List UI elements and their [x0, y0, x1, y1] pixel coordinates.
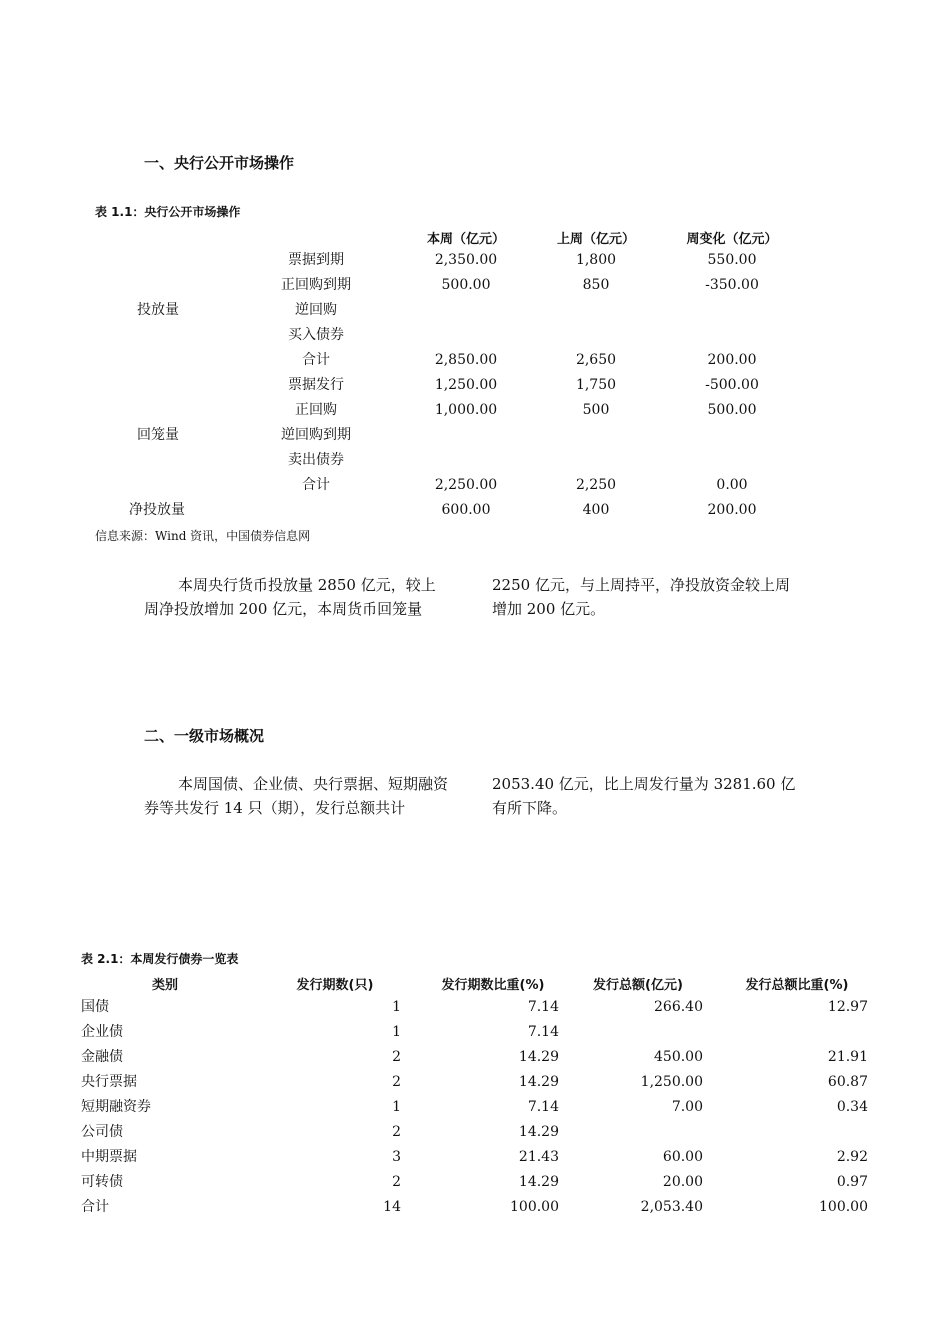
net-row-this-week: 600.00 — [441, 502, 491, 518]
source-note: 信息来源：Wind 资讯，中国债券信息网 — [95, 529, 311, 543]
t2-row-amount-pct: 60.87 — [827, 1074, 868, 1090]
t2-row-count-pct: 21.43 — [518, 1149, 559, 1165]
t2-row-amount: 450.00 — [654, 1049, 703, 1065]
para-line: 券等共发行 14 只（期），发行总额共计 — [144, 799, 406, 817]
section-2-paragraph-right — [492, 772, 822, 820]
t1-row-label: 正回购 — [295, 402, 337, 418]
t2-row-amount: 2,053.40 — [640, 1199, 703, 1215]
t1-row-last-week: 1,800 — [575, 252, 617, 268]
t2-row-amount: 266.40 — [654, 999, 703, 1015]
t2-header-count: 发行期数(只) — [296, 978, 374, 993]
table-2-caption: 表 2.1：本周发行债券一览表 — [81, 952, 239, 966]
t1-row-last-week — [536, 448, 656, 473]
net-row-label: 净投放量 — [129, 502, 185, 518]
t2-row-amount-pct — [740, 1120, 868, 1145]
t1-row-change: 500.00 — [707, 402, 757, 418]
t1-row-label: 逆回购到期 — [281, 427, 351, 443]
col-header-last-week: 上周（亿元） — [556, 232, 635, 247]
t2-row-amount: 1,250.00 — [640, 1074, 703, 1090]
para-line: 增加 200 亿元。 — [492, 600, 606, 618]
t2-header-type: 类别 — [151, 978, 178, 993]
t1-row-label: 正回购到期 — [281, 277, 351, 293]
t2-row-count: 2 — [392, 1124, 401, 1140]
t2-row-count: 1 — [392, 1024, 401, 1040]
table-1-caption: 表 1.1：央行公开市场操作 — [95, 205, 241, 219]
group-label-injection: 投放量 — [137, 302, 179, 318]
section-1-paragraph-left — [144, 573, 464, 621]
t2-row-amount: 7.00 — [671, 1099, 703, 1115]
t1-row-this-week: 2,850.00 — [434, 352, 498, 368]
para-line: 2053.40 亿元，比上周发行量为 3281.60 亿 — [492, 775, 796, 793]
t1-row-this-week: 500.00 — [441, 277, 491, 293]
t1-row-change: 200.00 — [707, 352, 757, 368]
t2-row-type: 中期票据 — [81, 1149, 137, 1165]
t1-row-this-week — [406, 423, 526, 448]
t1-row-this-week: 1,000.00 — [434, 402, 498, 418]
t2-row-count: 14 — [383, 1199, 401, 1215]
t1-row-last-week: 850 — [582, 277, 610, 293]
t2-row-amount — [580, 1120, 703, 1145]
t1-row-label: 合计 — [302, 352, 330, 368]
t2-row-amount-pct: 2.92 — [836, 1149, 868, 1165]
t2-row-amount: 60.00 — [662, 1149, 703, 1165]
t1-row-change — [672, 448, 792, 473]
para-line: 本周央行货币投放量 2850 亿元，较上 — [178, 576, 436, 594]
t1-row-last-week: 2,650 — [575, 352, 617, 368]
t2-row-count-pct: 7.14 — [527, 1024, 559, 1040]
t1-row-last-week — [536, 323, 656, 348]
col-header-this-week: 本周（亿元） — [426, 232, 505, 247]
t2-row-count-pct: 14.29 — [518, 1074, 559, 1090]
t2-row-count: 3 — [392, 1149, 401, 1165]
section-1-title: 一、央行公开市场操作 — [144, 154, 295, 172]
t1-row-label: 票据发行 — [288, 377, 344, 393]
t2-row-amount-pct: 100.00 — [819, 1199, 868, 1215]
t2-row-count-pct: 14.29 — [518, 1049, 559, 1065]
t1-row-this-week: 2,250.00 — [434, 477, 498, 493]
t1-row-change: -350.00 — [705, 277, 759, 293]
net-row-change: 200.00 — [707, 502, 757, 518]
t2-row-amount-pct — [740, 1020, 868, 1045]
t2-header-count-pct: 发行期数比重(%) — [441, 978, 545, 993]
para-line: 周净投放增加 200 亿元，本周货币回笼量 — [144, 600, 423, 618]
t1-row-last-week: 2,250 — [575, 477, 617, 493]
t1-row-label: 票据到期 — [288, 252, 344, 268]
t1-row-this-week — [406, 448, 526, 473]
t2-row-type: 合计 — [81, 1199, 109, 1215]
t2-header-amount-pct: 发行总额比重(%) — [745, 978, 849, 993]
t1-row-label: 逆回购 — [295, 302, 337, 318]
t2-row-type: 短期融资券 — [81, 1099, 151, 1115]
t2-row-count-pct: 14.29 — [518, 1174, 559, 1190]
t1-row-last-week: 500 — [582, 402, 610, 418]
t1-row-this-week: 2,350.00 — [434, 252, 498, 268]
t1-row-label: 合计 — [302, 477, 330, 493]
para-line: 本周国债、企业债、央行票据、短期融资 — [178, 775, 449, 793]
para-line: 有所下降。 — [492, 799, 568, 817]
t2-row-type: 金融债 — [81, 1049, 123, 1065]
t2-row-count-pct: 100.00 — [510, 1199, 559, 1215]
t1-row-last-week — [536, 423, 656, 448]
t2-row-count-pct: 7.14 — [527, 999, 559, 1015]
t1-row-last-week: 1,750 — [575, 377, 617, 393]
t2-row-amount — [580, 1020, 703, 1045]
t2-row-type: 可转债 — [81, 1174, 123, 1190]
net-row-last-week: 400 — [582, 502, 610, 518]
t1-row-this-week — [406, 323, 526, 348]
t2-row-amount-pct: 0.34 — [836, 1099, 868, 1115]
t1-row-change — [672, 298, 792, 323]
col-header-change: 周变化（亿元） — [686, 232, 778, 247]
t2-row-type: 国债 — [81, 999, 109, 1015]
t2-row-type: 公司债 — [81, 1124, 123, 1140]
group-label-withdrawal: 回笼量 — [137, 427, 179, 443]
section-2-paragraph-left — [144, 772, 464, 820]
t2-row-amount-pct: 0.97 — [836, 1174, 868, 1190]
section-2-title: 二、一级市场概况 — [144, 727, 265, 745]
t2-row-count: 1 — [392, 1099, 401, 1115]
t1-row-label: 买入债券 — [288, 327, 344, 343]
t2-row-amount-pct: 12.97 — [827, 999, 868, 1015]
t1-row-change: 0.00 — [716, 477, 748, 493]
t1-row-change — [672, 423, 792, 448]
t2-row-type: 企业债 — [81, 1024, 123, 1040]
t2-header-amount: 发行总额(亿元) — [593, 978, 683, 993]
t2-row-count: 2 — [392, 1049, 401, 1065]
t1-row-this-week: 1,250.00 — [434, 377, 498, 393]
t2-row-count-pct: 14.29 — [518, 1124, 559, 1140]
t2-row-amount: 20.00 — [662, 1174, 703, 1190]
t1-row-change — [672, 323, 792, 348]
t1-row-last-week — [536, 298, 656, 323]
t2-row-count: 1 — [392, 999, 401, 1015]
t1-row-change: -500.00 — [705, 377, 759, 393]
t2-row-type: 央行票据 — [81, 1074, 137, 1090]
t1-row-this-week — [406, 298, 526, 323]
para-line: 2250 亿元，与上周持平，净投放资金较上周 — [492, 576, 790, 594]
t2-row-count: 2 — [392, 1074, 401, 1090]
t1-row-label: 卖出债券 — [288, 452, 344, 468]
t1-row-change: 550.00 — [707, 252, 757, 268]
section-1-paragraph-right — [492, 573, 822, 621]
t2-row-amount-pct: 21.91 — [827, 1049, 868, 1065]
t2-row-count-pct: 7.14 — [527, 1099, 559, 1115]
t2-row-count: 2 — [392, 1174, 401, 1190]
